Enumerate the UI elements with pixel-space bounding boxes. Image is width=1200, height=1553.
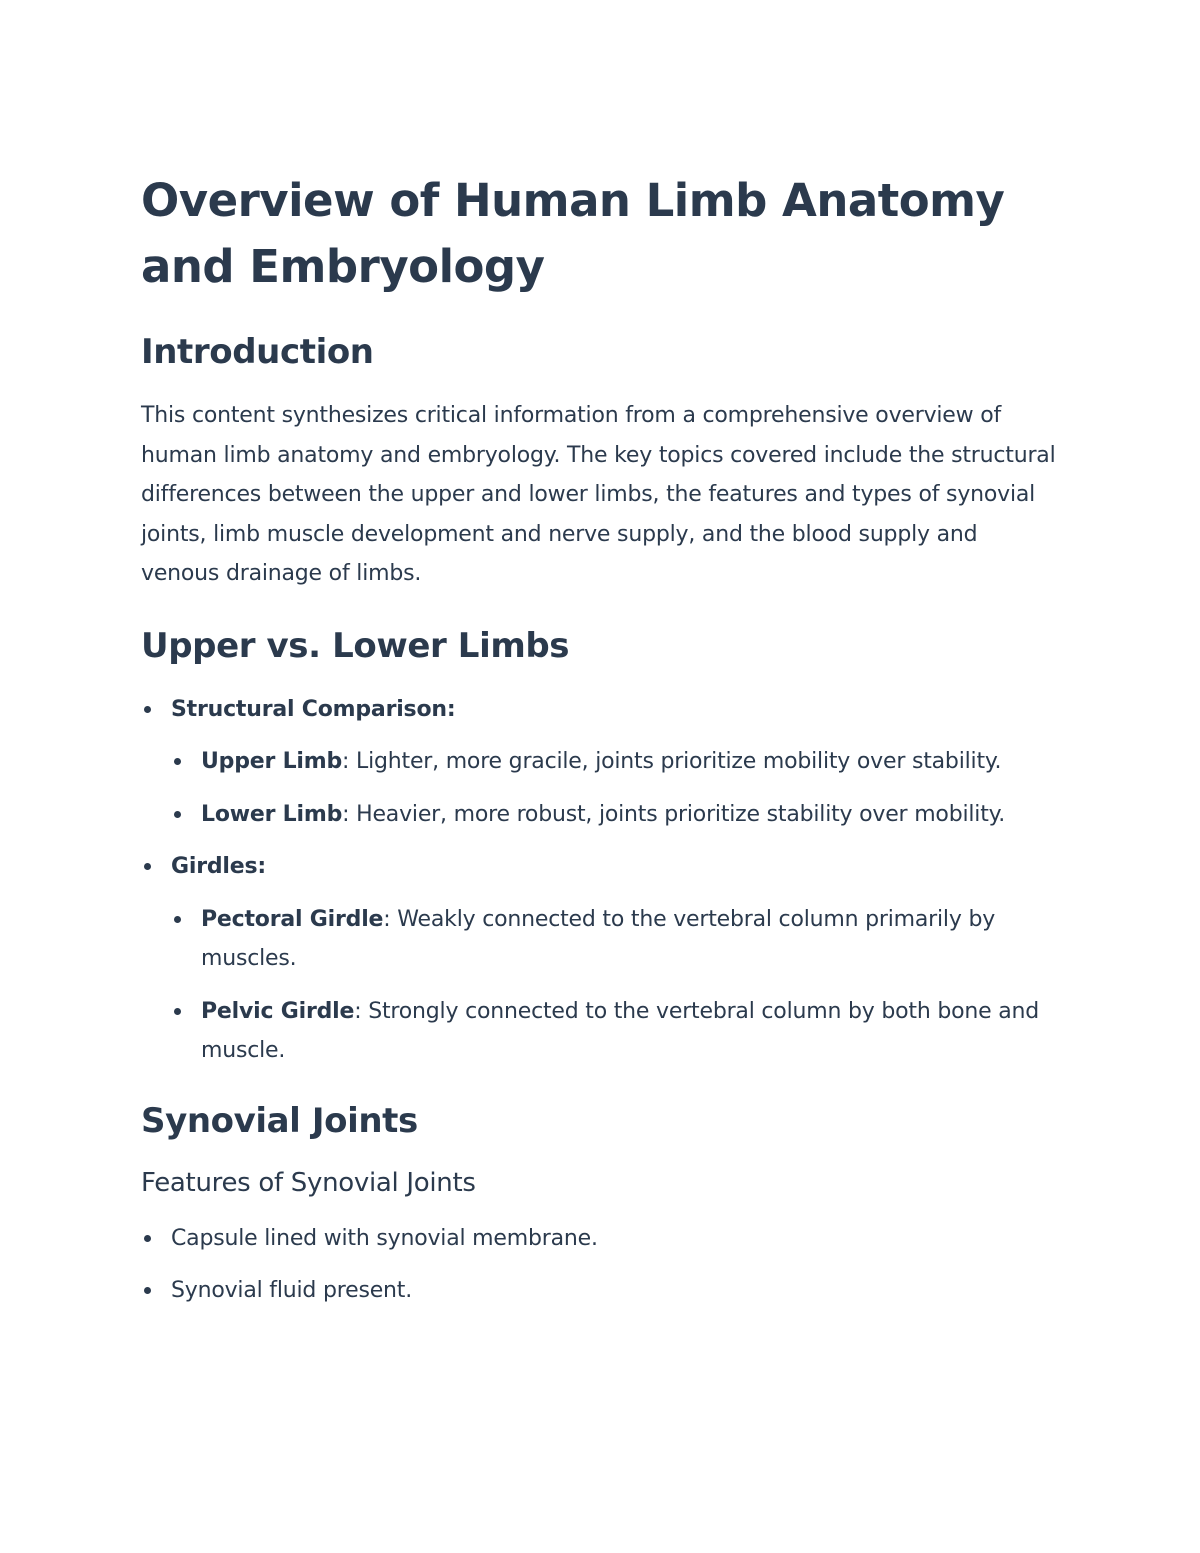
section-heading-limbs: Upper vs. Lower Limbs [141,625,570,666]
introduction-paragraph: This content synthesizes critical information from a comprehensive overview of human limb anatomy and embryology. The key topics covered include the structural differences between the upper and lower limbs, the features and types of synovial joints, limb muscle development and nerve supply, and the blood supply and venous drainage of limbs. [141,403,1056,586]
list-item: Capsule lined with synovial membrane. [141,1219,1061,1259]
list-item-pectoral-girdle [171,900,1061,979]
girdles-sublist [171,900,1061,1071]
list-item-label: Structural Comparison: [171,696,456,722]
subsection-heading-features: Features of Synovial Joints [141,1167,476,1198]
list-item-text: : Weakly connected to the vertebral column primarily by muscles. [201,906,996,971]
list-item-label: Girdles: [171,854,266,879]
list-item-text: : Strongly connected to the vertebral column by both bone and muscle. [201,998,1040,1063]
limbs-list [141,690,1061,1071]
document-title: Overview of Human Limb Anatomy and Embryology [141,174,1005,293]
list-item-girdles [141,847,1061,1071]
synovial-features-list [141,1219,1061,1311]
list-item: Synovial fluid present. [141,1271,1061,1311]
section-heading-introduction: Introduction [141,332,374,372]
list-item-lower-limb [171,795,1061,835]
structural-comparison-sublist [171,742,1061,834]
list-item-label: Pelvic Girdle [201,998,355,1024]
list-item-label: Lower Limb [201,801,343,827]
list-item-label: Upper Limb [201,749,343,774]
list-item-text: : Heavier, more robust, joints prioritize stability over mobility. [342,801,1006,827]
list-item-structural-comparison [141,690,1061,835]
list-item-label: Pectoral Girdle [201,906,384,932]
list-item-pelvic-girdle [171,992,1061,1071]
list-item-upper-limb [171,742,1061,782]
document-page [141,168,1061,1339]
section-heading-synovial-joints: Synovial Joints [141,1100,418,1141]
list-item-text: : Lighter, more gracile, joints prioritize mobility over stability. [342,749,1002,774]
